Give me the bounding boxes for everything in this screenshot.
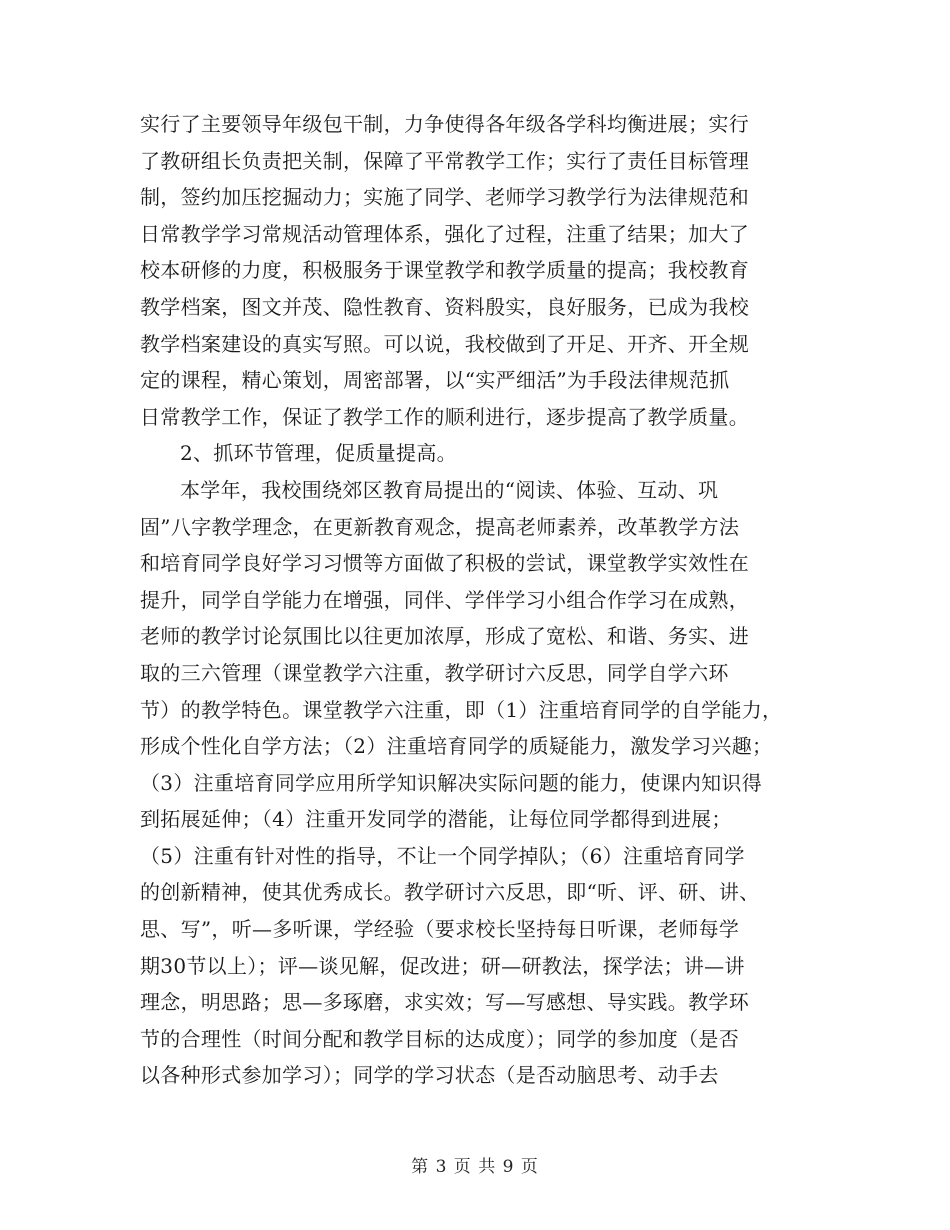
text-line: 期30节以上）；评—谈见解，促改进；研—研教法，探学法；讲—讲 [140,953,745,978]
body-text [140,106,830,1094]
text-line: 定的课程，精心策划，周密部署，以“实严细活”为手段法律规范抓 [140,368,730,393]
page-footer: 第 3 页 共 9 页 [411,1157,539,1177]
text-line: （3）注重培育同学应用所学知识解决实际问题的能力，使课内知识得 [140,770,763,795]
text-line: 以各种形式参加学习）；同学的学习状态（是否动脑思考、动手去 [140,1063,719,1088]
text-line: 制，签约加压挖掘动力；实施了同学、老师学习教学行为法律规范和 [140,185,749,210]
text-line: 提升，同学自学能力在增强，同伴、学伴学习小组合作学习在成熟， [140,587,749,612]
text-line: 形成个性化自学方法；（2）注重培育同学的质疑能力，激发学习兴趣； [140,734,773,759]
text-line: （5）注重有针对性的指导，不让一个同学掉队；（6）注重培育同学 [140,843,745,868]
text-line: 了教研组长负责把关制，保障了平常教学工作；实行了责任目标管理 [140,148,749,173]
text-line: 和培育同学良好学习习惯等方面做了积极的尝试，课堂教学实效性在 [140,551,749,576]
text-line: 教学档案建设的真实写照。可以说，我校做到了开足、开齐、开全规 [140,331,749,356]
text-line: 教学档案，图文并茂、隐性教育、资料殷实，良好服务，已成为我校 [140,294,749,319]
text-line: 的创新精神，使其优秀成长。教学研讨六反思，即“听、评、研、讲、 [140,880,760,905]
text-line: 固”八字教学理念，在更新教育观念，提高老师素养，改革教学方法 [140,514,740,539]
text-line: 节的合理性（时间分配和教学目标的达成度）；同学的参加度（是否 [140,1026,739,1051]
text-line: 日常教学工作，保证了教学工作的顺利进行，逐步提高了教学质量。 [140,404,749,429]
text-line: 2、抓环节管理，促质量提高。 [180,441,457,466]
text-line: 思、写”，听—多听课，学经验（要求校长坚持每日听课，老师每学 [140,917,740,942]
text-line: 实行了主要领导年级包干制，力争使得各年级各学科均衡进展；实行 [140,112,749,136]
text-line: 本学年，我校围绕郊区教育局提出的“阅读、体验、互动、巩 [180,477,719,502]
text-line: 理念，明思路；思—多琢磨，求实效；写—写感想、导实践。教学环 [140,990,749,1015]
text-line: 老师的教学讨论氛围比以往更加浓厚，形成了宽松、和谐、务实、进 [140,624,749,649]
text-line: 节）的教学特色。课堂教学六注重，即（1）注重培育同学的自学能力， [140,697,783,722]
text-line: 日常教学学习常规活动管理体系，强化了过程，注重了结果；加大了 [140,221,749,246]
text-line: 到拓展延伸；（4）注重开发同学的潜能，让每位同学都得到进展； [140,807,732,832]
text-line: 校本研修的力度，积极服务于课堂教学和教学质量的提高；我校教育 [140,258,749,283]
text-line: 取的三六管理（课堂教学六注重，教学研讨六反思，同学自学六环 [140,660,729,685]
